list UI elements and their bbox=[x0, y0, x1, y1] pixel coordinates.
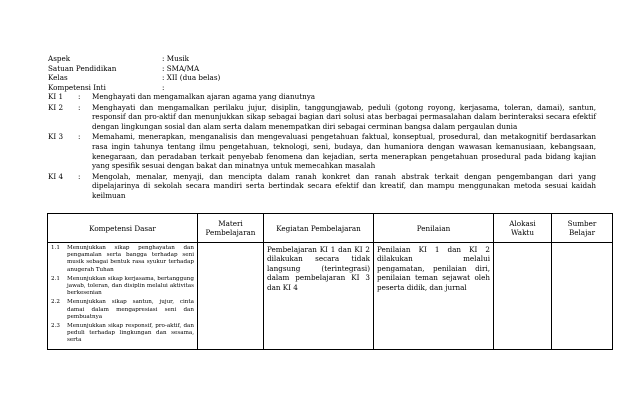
meta-label: Satuan Pendidikan bbox=[48, 63, 117, 73]
meta-label: Aspek bbox=[48, 54, 71, 63]
meta-value: : XII (dua belas) bbox=[162, 73, 221, 83]
ki-text: Menghayati dan mengamalkan ajaran agama yang dianutnya bbox=[92, 92, 316, 101]
ki-text: Memahami, menerapkan, menganalisis dan mengevaluasi pengetahuan faktual, konseptual, prosedural, dan metakognitif berdasarkan rasa ingin tahunya tentang ilmu pengetahuan, teknologi, seni, budaya, dan humaniora dengan wawasan kemanusiaan, kebangsaan, kenegaraan, dan peradaban terkait penyebab fenomena dan kejadian, serta menerapkan pengetahuan prosedural pada bidang kajian yang spesifik sesuai dengan bakat dan minatnya untuk memecahkan masalah bbox=[92, 132, 596, 171]
header-materi: Materi Pembelajaran bbox=[198, 214, 264, 243]
kd-item bbox=[51, 323, 194, 345]
ki-text: Menghayati dan mengamalkan perilaku jujur, disiplin, tanggungjawab, peduli (gotong royong, kerjasama, toleran, damai), santun, responsif dan pro-aktif dan menunjukkan sikap sebagai bagian dari solusi atas berbagai permasalahan dalam berinteraksi secara efektif dengan lingkungan sosial dan alam serta dalam menempatkan diri sebagai cerminan bangsa dalam pergaulan dunia bbox=[92, 102, 596, 131]
ki-code: KI 2 bbox=[48, 102, 64, 112]
ki-colon: : bbox=[78, 132, 81, 142]
cell-materi bbox=[198, 243, 264, 350]
meta-row-kompetensi-inti bbox=[48, 83, 220, 93]
header-kompetensi-dasar: Kompetensi Dasar bbox=[48, 214, 198, 243]
cell-alokasi bbox=[494, 243, 552, 350]
meta-value: : bbox=[162, 82, 165, 92]
meta-value: : SMA/MA bbox=[162, 63, 200, 73]
kd-number: 2.2 bbox=[51, 299, 60, 306]
ki-code: KI 4 bbox=[48, 171, 64, 181]
cell-kegiatan: Pembelajaran KI 1 dan KI 2 dilakukan secara tidak langsung (terintegrasi) dalam pembelajaran KI 3 dan KI 4 bbox=[264, 243, 374, 350]
ki-text: Mengolah, menalar, menyaji, dan mencipta dalam ranah konkret dan ranah abstrak terkait dengan pengembangan dari yang dipelajarinya di sekolah secara mandiri serta bertindak secara efektif dan kreatif, dan mampu menggunakan metoda sesuai kaidah keilmuan bbox=[92, 171, 596, 200]
syllabus-table bbox=[47, 213, 613, 350]
ki-code: KI 1 bbox=[48, 92, 64, 101]
kompetensi-inti-list bbox=[48, 92, 596, 202]
meta-label: Kelas bbox=[48, 73, 68, 83]
kd-number: 2.1 bbox=[51, 275, 60, 282]
cell-kompetensi-dasar bbox=[48, 243, 198, 350]
ki-colon: : bbox=[78, 102, 81, 112]
cell-penilaian: Penilaian KI 1 dan KI 2 dilakukan melalui pengamatan, penilaian diri, penilaian teman sejawat oleh peserta didik, dan jurnal bbox=[374, 243, 494, 350]
header-kegiatan: Kegiatan Pembelajaran bbox=[264, 214, 374, 243]
document-meta bbox=[48, 54, 220, 92]
ki-code: KI 3 bbox=[48, 132, 64, 142]
header-penilaian: Penilaian bbox=[374, 214, 494, 243]
ki-item bbox=[48, 103, 596, 132]
kd-text: Menunjukkan sikap kerjasama, bertanggung jawab, toleran, dan disiplin melalui aktivitas berkesenian bbox=[67, 275, 194, 297]
kd-text: Menunjukkan sikap responsif, pro-aktif, dan peduli terhadap lingkungan dan sesama, serta bbox=[67, 323, 194, 344]
table-row bbox=[48, 243, 613, 350]
kd-text: Menunjukkan sikap penghayatan dan pengamalan serta bangga terhadap seni musik sebagai bentuk rasa syukur terhadap anugerah Tuhan bbox=[67, 245, 194, 273]
ki-item bbox=[48, 172, 596, 201]
header-alokasi: Alokasi Waktu bbox=[494, 214, 552, 243]
meta-row-satuan bbox=[48, 64, 220, 74]
ki-colon: : bbox=[78, 92, 81, 101]
kd-item bbox=[51, 299, 194, 321]
kd-item bbox=[51, 245, 194, 274]
kd-number: 1.1 bbox=[51, 245, 60, 251]
table-header-row bbox=[48, 214, 613, 243]
kd-text: Menunjukkan sikap santun, jujur, cinta damai dalam mengapresiasi seni dan pembuatnya bbox=[67, 299, 194, 320]
ki-item bbox=[48, 92, 596, 102]
header-sumber: Sumber Belajar bbox=[552, 214, 613, 243]
meta-label: Kompetensi Inti bbox=[48, 82, 106, 92]
meta-row-kelas bbox=[48, 73, 220, 83]
ki-colon: : bbox=[78, 171, 81, 181]
meta-value: : Musik bbox=[162, 54, 190, 63]
kd-number: 2.3 bbox=[51, 323, 60, 330]
kd-item bbox=[51, 276, 194, 298]
meta-row-aspek bbox=[48, 54, 220, 64]
ki-item bbox=[48, 132, 596, 170]
cell-sumber bbox=[552, 243, 613, 350]
